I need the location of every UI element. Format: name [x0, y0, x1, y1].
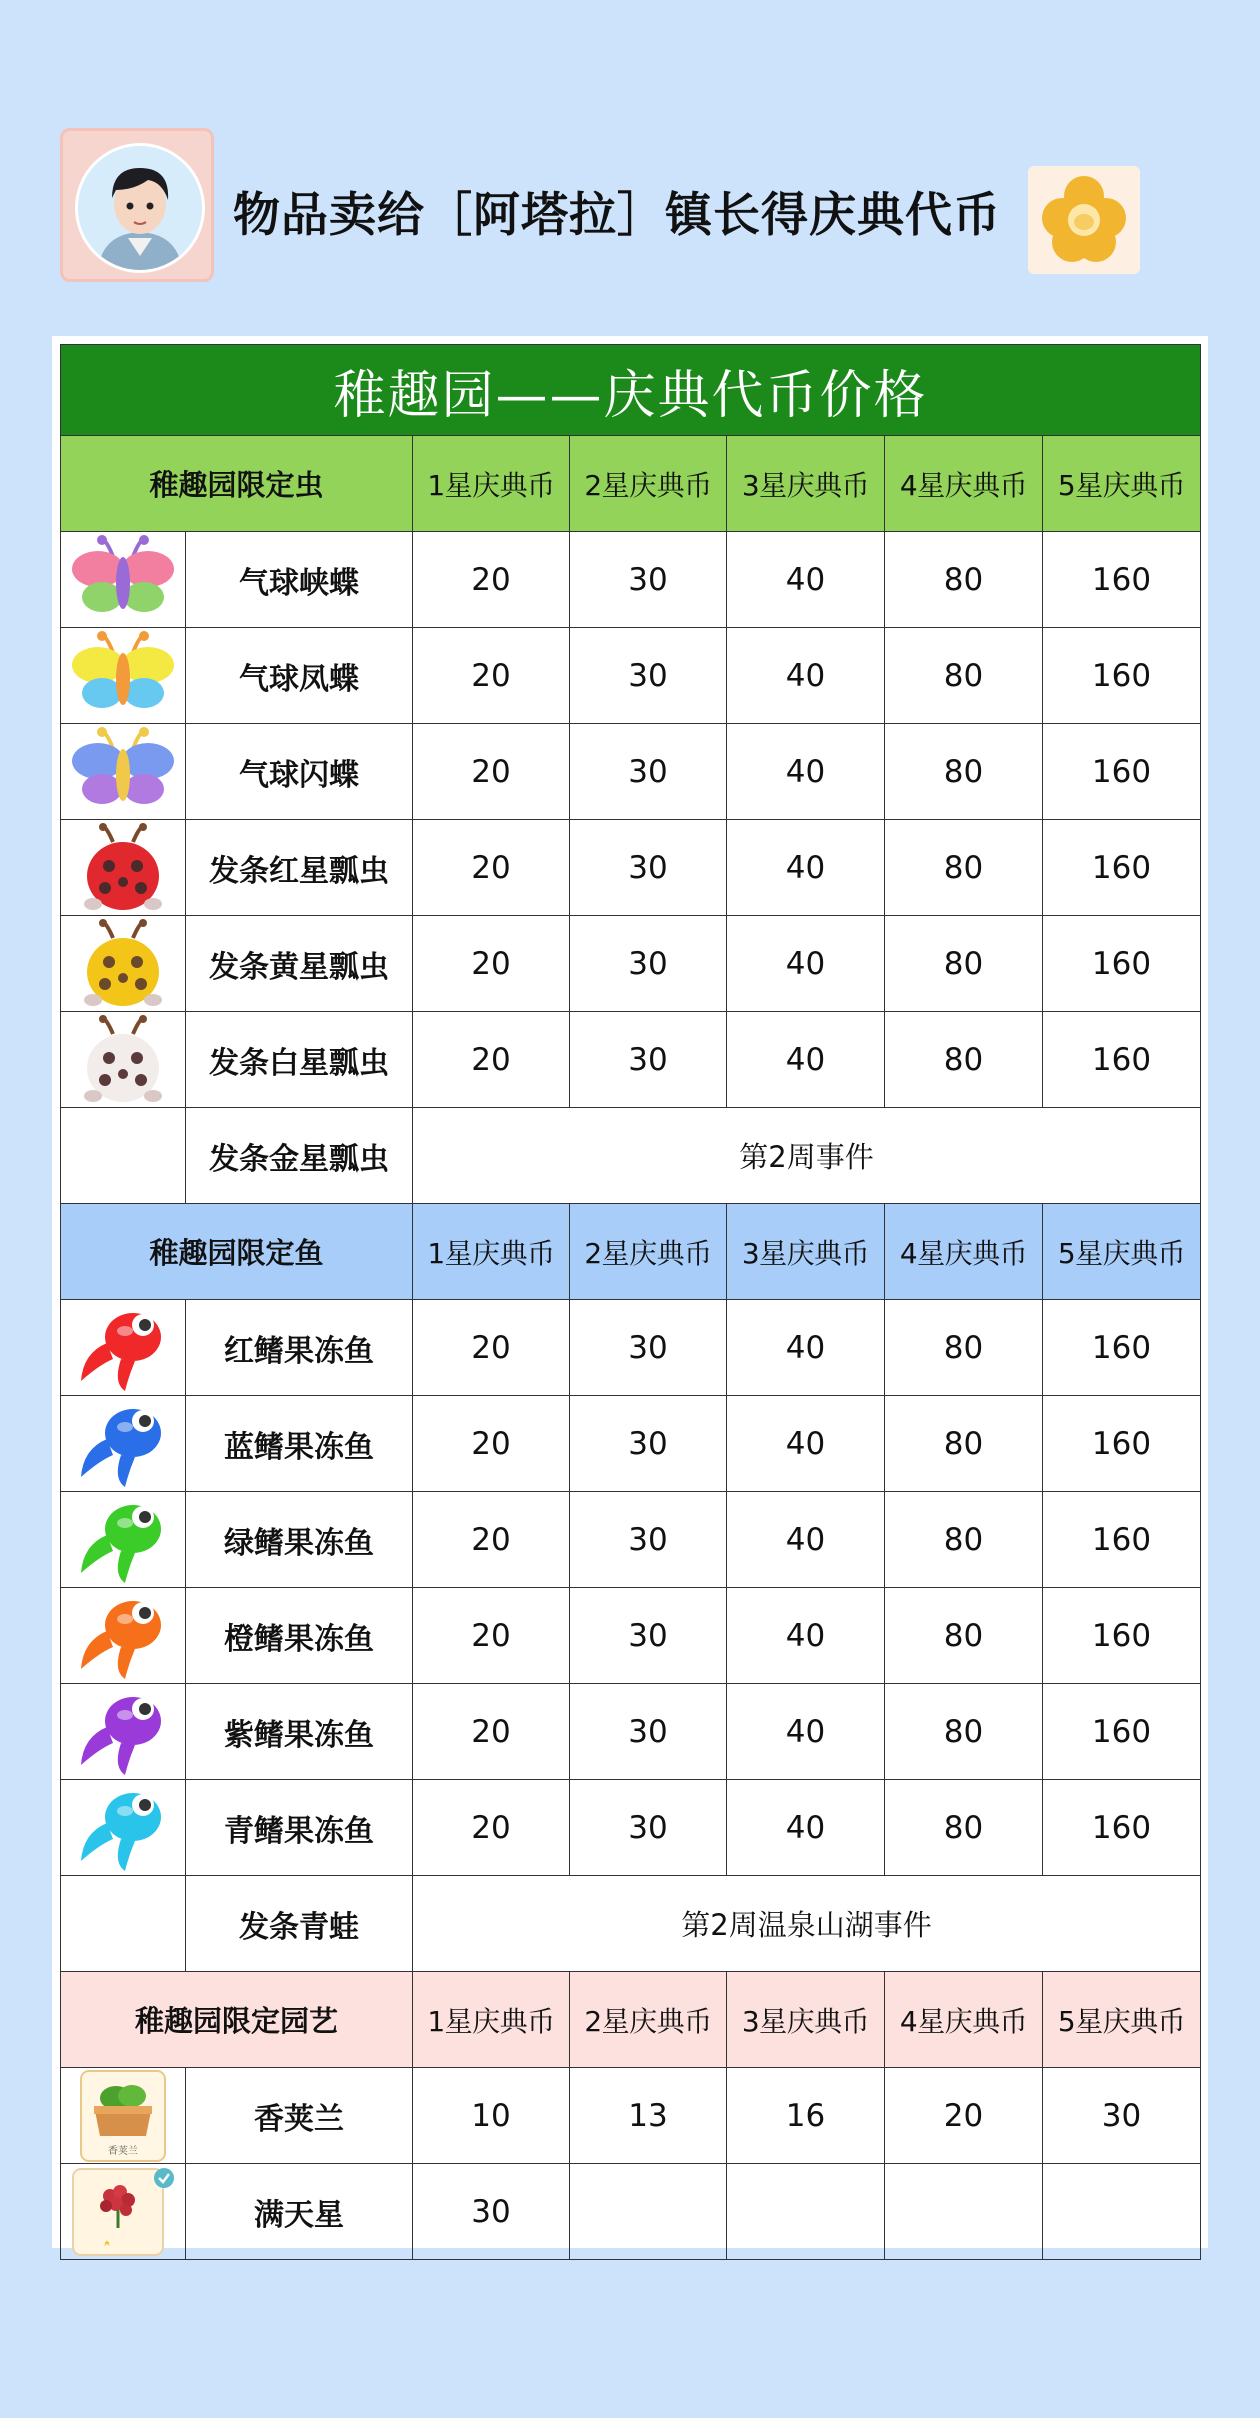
price-star-3: 40: [727, 532, 885, 628]
price-star-1: 30: [413, 2164, 570, 2260]
bug-section-header: [61, 436, 1201, 532]
price-star-2: 30: [570, 1684, 727, 1780]
item-name: 绿鳍果冻鱼: [186, 1492, 413, 1588]
star-4-header: 4星庆典币: [885, 436, 1043, 532]
star-5-header: 5星庆典币: [1043, 1972, 1201, 2068]
table-row: [61, 820, 1201, 916]
table-row: [61, 1300, 1201, 1396]
star-3-header: 3星庆典币: [727, 1204, 885, 1300]
page-header: [60, 128, 1140, 282]
price-star-5: 160: [1043, 532, 1201, 628]
star-5-header: 5星庆典币: [1043, 1204, 1201, 1300]
price-star-3: 40: [727, 628, 885, 724]
windup-ladybug-yellow-icon: [61, 916, 186, 1012]
table-row: [61, 2164, 1201, 2260]
price-star-1: 20: [413, 1012, 570, 1108]
price-star-5: 160: [1043, 1012, 1201, 1108]
price-star-3: 40: [727, 916, 885, 1012]
item-name: 发条青蛙: [186, 1876, 413, 1972]
item-name: 青鳍果冻鱼: [186, 1780, 413, 1876]
table-row: [61, 1396, 1201, 1492]
star-5-header: 5星庆典币: [1043, 436, 1201, 532]
price-star-2: 30: [570, 1396, 727, 1492]
price-star-1: 20: [413, 1684, 570, 1780]
price-star-2: 30: [570, 532, 727, 628]
price-star-1: 20: [413, 1780, 570, 1876]
item-name: 橙鳍果冻鱼: [186, 1588, 413, 1684]
item-name: 发条白星瓢虫: [186, 1012, 413, 1108]
price-star-1: 20: [413, 1396, 570, 1492]
price-table-card: [52, 336, 1208, 2248]
price-star-2: 30: [570, 1492, 727, 1588]
price-star-4: 80: [885, 1588, 1043, 1684]
price-star-3: 40: [727, 1492, 885, 1588]
price-star-5: 160: [1043, 916, 1201, 1012]
star-2-header: 2星庆典币: [570, 1204, 727, 1300]
event-note: 第2周温泉山湖事件: [413, 1876, 1201, 1972]
price-star-4: 80: [885, 724, 1043, 820]
price-star-4: [885, 2164, 1043, 2260]
price-star-3: [727, 2164, 885, 2260]
item-name: 气球峡蝶: [186, 532, 413, 628]
item-name: 满天星: [186, 2164, 413, 2260]
price-star-5: [1043, 2164, 1201, 2260]
babys-breath-icon: [61, 2164, 186, 2260]
price-star-5: 30: [1043, 2068, 1201, 2164]
price-star-5: 160: [1043, 820, 1201, 916]
price-star-2: 30: [570, 1588, 727, 1684]
table-row: [61, 916, 1201, 1012]
price-star-2: 30: [570, 820, 727, 916]
item-name: 红鳍果冻鱼: [186, 1300, 413, 1396]
balloon-butterfly-yellow-icon: [61, 628, 186, 724]
price-star-3: 40: [727, 724, 885, 820]
balloon-butterfly-pink-icon: [61, 532, 186, 628]
jelly-fish-red-icon: [61, 1300, 186, 1396]
price-star-2: 30: [570, 1300, 727, 1396]
price-star-5: 160: [1043, 1780, 1201, 1876]
section-label: 稚趣园限定虫: [61, 436, 413, 532]
table-row: [61, 2068, 1201, 2164]
price-star-2: 30: [570, 724, 727, 820]
price-star-1: 20: [413, 916, 570, 1012]
price-star-4: 80: [885, 628, 1043, 724]
star-3-header: 3星庆典币: [727, 436, 885, 532]
item-name: 发条金星瓢虫: [186, 1108, 413, 1204]
price-star-2: [570, 2164, 727, 2260]
price-star-3: 40: [727, 1300, 885, 1396]
table-row: [61, 532, 1201, 628]
price-star-1: 20: [413, 820, 570, 916]
jelly-fish-green-icon: [61, 1492, 186, 1588]
price-star-1: 20: [413, 1588, 570, 1684]
price-star-5: 160: [1043, 1588, 1201, 1684]
price-star-2: 30: [570, 628, 727, 724]
star-3-header: 3星庆典币: [727, 1972, 885, 2068]
table-row: [61, 724, 1201, 820]
price-star-4: 80: [885, 916, 1043, 1012]
price-star-2: 13: [570, 2068, 727, 2164]
windup-ladybug-white-icon: [61, 1012, 186, 1108]
price-star-1: 20: [413, 628, 570, 724]
garden-section-header: [61, 1972, 1201, 2068]
item-name: 紫鳍果冻鱼: [186, 1684, 413, 1780]
price-star-5: 160: [1043, 724, 1201, 820]
price-star-4: 80: [885, 1396, 1043, 1492]
empty-icon-cell: [61, 1108, 186, 1204]
table-row: [61, 1780, 1201, 1876]
price-star-4: 80: [885, 1492, 1043, 1588]
fish-section-header: [61, 1204, 1201, 1300]
svg-text:香荚兰: 香荚兰: [108, 2145, 138, 2157]
star-4-header: 4星庆典币: [885, 1972, 1043, 2068]
price-star-4: 80: [885, 1780, 1043, 1876]
price-star-3: 40: [727, 1780, 885, 1876]
price-star-5: 160: [1043, 1492, 1201, 1588]
balloon-butterfly-blue-icon: [61, 724, 186, 820]
item-name: 发条黄星瓢虫: [186, 916, 413, 1012]
price-star-1: 20: [413, 532, 570, 628]
price-star-3: 16: [727, 2068, 885, 2164]
windup-ladybug-red-icon: [61, 820, 186, 916]
star-2-header: 2星庆典币: [570, 1972, 727, 2068]
price-star-4: 80: [885, 532, 1043, 628]
festival-coin-icon: [1028, 166, 1140, 274]
item-name: 发条红星瓢虫: [186, 820, 413, 916]
price-star-4: 80: [885, 1300, 1043, 1396]
villager-avatar-icon: [75, 143, 205, 273]
jelly-fish-blue-icon: [61, 1396, 186, 1492]
price-star-2: 30: [570, 916, 727, 1012]
price-star-2: 30: [570, 1780, 727, 1876]
jelly-fish-orange-icon: [61, 1588, 186, 1684]
price-star-4: 80: [885, 820, 1043, 916]
item-name: 蓝鳍果冻鱼: [186, 1396, 413, 1492]
price-star-1: 10: [413, 2068, 570, 2164]
price-star-1: 20: [413, 724, 570, 820]
table-title: 稚趣园——庆典代币价格: [61, 345, 1201, 436]
item-name: 气球闪蝶: [186, 724, 413, 820]
jelly-fish-cyan-icon: [61, 1780, 186, 1876]
price-star-5: 160: [1043, 1684, 1201, 1780]
price-star-5: 160: [1043, 628, 1201, 724]
star-1-header: 1星庆典币: [413, 1204, 570, 1300]
table-row: [61, 628, 1201, 724]
event-row: [61, 1876, 1201, 1972]
vanilla-crate-icon: [61, 2068, 186, 2164]
section-label: 稚趣园限定鱼: [61, 1204, 413, 1300]
price-star-4: 20: [885, 2068, 1043, 2164]
item-name: 气球凤蝶: [186, 628, 413, 724]
table-row: [61, 1012, 1201, 1108]
star-4-header: 4星庆典币: [885, 1204, 1043, 1300]
event-note: 第2周事件: [413, 1108, 1201, 1204]
price-star-3: 40: [727, 1012, 885, 1108]
price-star-4: 80: [885, 1012, 1043, 1108]
price-star-5: 160: [1043, 1300, 1201, 1396]
mayor-avatar: [60, 128, 214, 282]
jelly-fish-purple-icon: [61, 1684, 186, 1780]
price-star-3: 40: [727, 1396, 885, 1492]
price-star-4: 80: [885, 1684, 1043, 1780]
item-name: 香荚兰: [186, 2068, 413, 2164]
star-1-header: 1星庆典币: [413, 436, 570, 532]
price-star-1: 20: [413, 1300, 570, 1396]
price-star-2: 30: [570, 1012, 727, 1108]
price-star-3: 40: [727, 820, 885, 916]
table-row: [61, 1492, 1201, 1588]
empty-icon-cell: [61, 1876, 186, 1972]
price-star-3: 40: [727, 1588, 885, 1684]
page-title: 物品卖给［阿塔拉］镇长得庆典代币: [233, 188, 1001, 243]
price-table: [60, 344, 1201, 2260]
event-row: [61, 1108, 1201, 1204]
table-row: [61, 1588, 1201, 1684]
price-star-3: 40: [727, 1684, 885, 1780]
section-label: 稚趣园限定园艺: [61, 1972, 413, 2068]
table-row: [61, 1684, 1201, 1780]
star-1-header: 1星庆典币: [413, 1972, 570, 2068]
price-star-1: 20: [413, 1492, 570, 1588]
price-star-5: 160: [1043, 1396, 1201, 1492]
star-2-header: 2星庆典币: [570, 436, 727, 532]
